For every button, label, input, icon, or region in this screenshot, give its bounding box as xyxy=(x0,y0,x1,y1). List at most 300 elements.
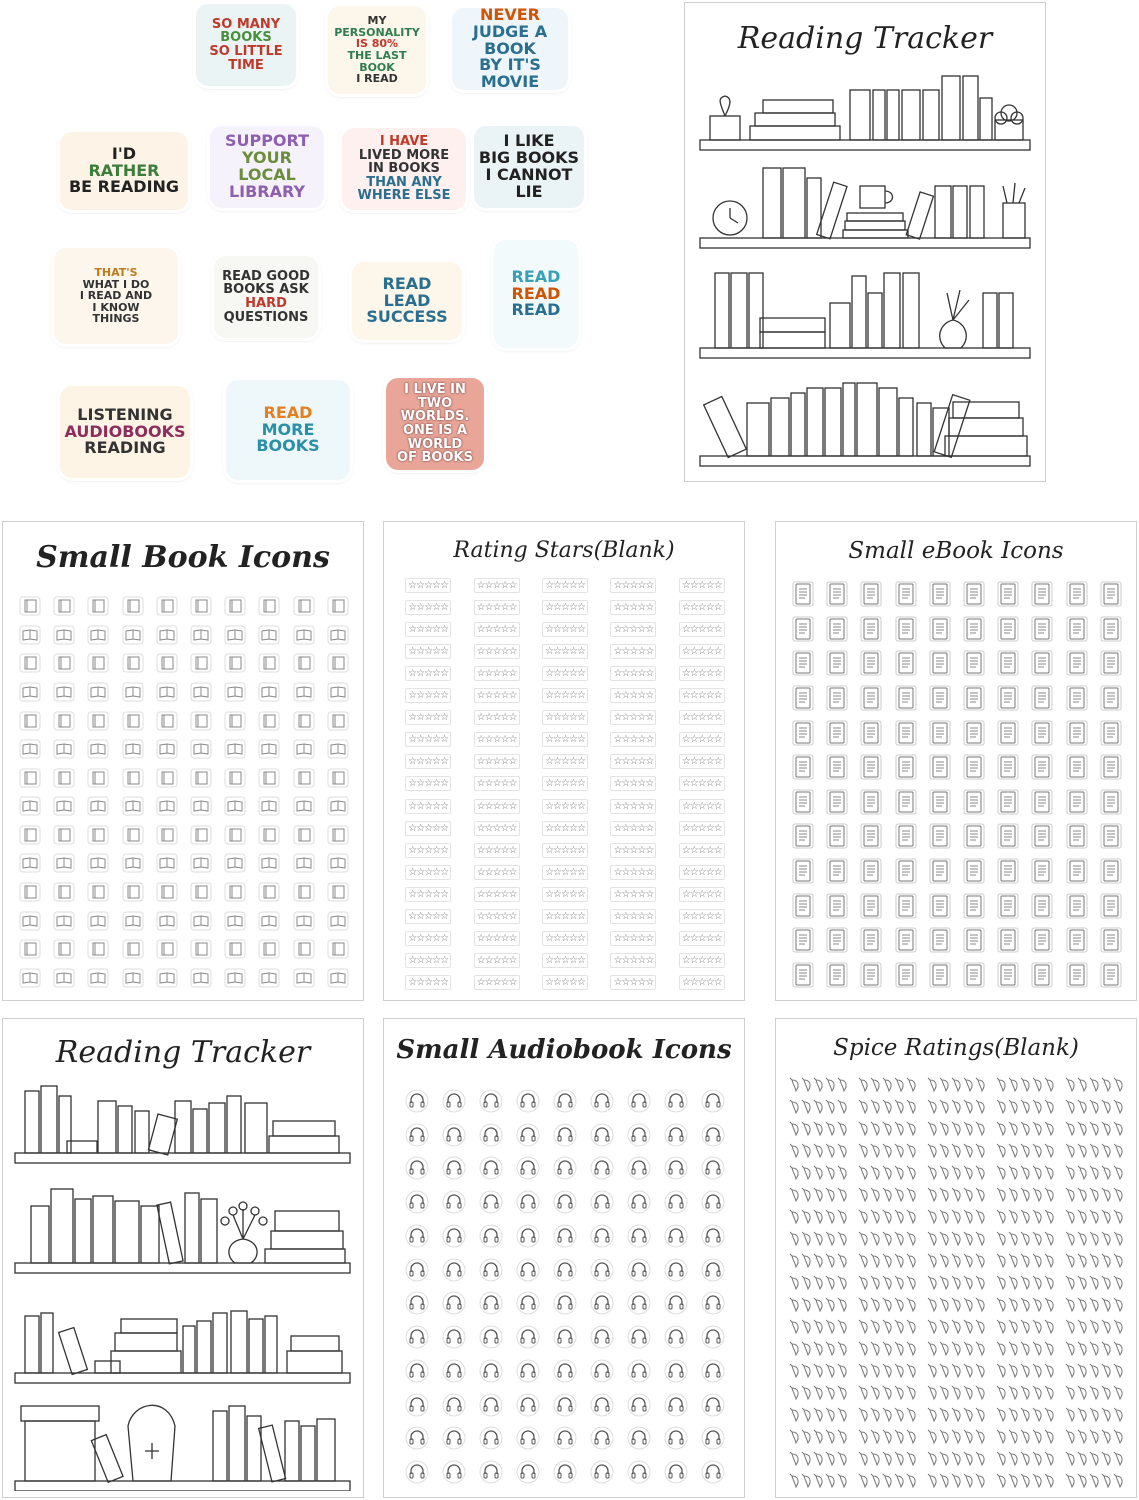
closed-book-icon xyxy=(53,882,75,902)
headphones-icon xyxy=(590,1156,614,1180)
blank-pepper-rating xyxy=(995,1341,1057,1357)
grid-cell xyxy=(786,577,820,612)
grid-cell xyxy=(1094,854,1128,889)
headphones-icon xyxy=(590,1291,614,1315)
ebook-icon-grid xyxy=(786,577,1128,992)
ereader-icon xyxy=(792,616,814,642)
grid-cell xyxy=(922,1250,991,1272)
grid-cell xyxy=(583,1388,620,1422)
grid-cell xyxy=(889,750,923,785)
grid-cell xyxy=(957,681,991,716)
sticker-text-line: READ xyxy=(382,273,432,293)
grid-cell xyxy=(599,795,667,817)
sticker-text-line: I READ xyxy=(356,72,398,86)
blank-star-rating: ☆☆☆☆☆ xyxy=(474,732,520,747)
ereader-icon xyxy=(1066,858,1088,884)
grid-cell xyxy=(922,1360,991,1382)
grid-cell xyxy=(399,1422,436,1456)
sticker-5 xyxy=(342,128,466,210)
closed-book-icon xyxy=(190,825,212,845)
ereader-icon xyxy=(1031,616,1053,642)
grid-cell xyxy=(786,923,820,958)
blank-star-rating: ☆☆☆☆☆ xyxy=(542,799,588,814)
grid-cell xyxy=(1025,957,1059,992)
blank-star-rating: ☆☆☆☆☆ xyxy=(405,931,451,946)
grid-cell xyxy=(991,957,1025,992)
closed-book-icon xyxy=(19,825,41,845)
blank-star-rating: ☆☆☆☆☆ xyxy=(542,887,588,902)
grid-cell xyxy=(599,729,667,751)
headphones-icon xyxy=(627,1393,651,1417)
grid-cell xyxy=(473,1253,510,1287)
grid-cell xyxy=(853,1360,922,1382)
ereader-icon xyxy=(1031,754,1053,780)
grid-cell xyxy=(922,1096,991,1118)
grid-cell xyxy=(81,849,115,878)
blank-pepper-rating xyxy=(1064,1209,1126,1225)
grid-cell xyxy=(184,735,218,764)
ereader-icon xyxy=(895,685,917,711)
grid-cell xyxy=(1061,1184,1130,1206)
grid-cell xyxy=(786,854,820,889)
closed-book-icon xyxy=(122,711,144,731)
closed-book-icon xyxy=(258,711,280,731)
grid-cell xyxy=(1060,888,1094,923)
grid-cell xyxy=(599,906,667,928)
sticker-text-line: I LIKE xyxy=(503,131,555,151)
grid-cell xyxy=(462,729,530,751)
open-book-icon xyxy=(19,625,41,645)
blank-pepper-rating xyxy=(995,1297,1057,1313)
grid-cell xyxy=(321,621,355,650)
headphones-icon xyxy=(442,1359,466,1383)
grid-cell xyxy=(252,649,286,678)
grid-cell xyxy=(394,707,462,729)
blank-pepper-rating xyxy=(926,1319,988,1335)
grid-cell xyxy=(657,1084,694,1118)
blank-pepper-rating xyxy=(926,1077,988,1093)
grid-cell xyxy=(1060,646,1094,681)
headphones-icon xyxy=(664,1325,688,1349)
grid-cell xyxy=(47,735,81,764)
grid-cell xyxy=(1060,819,1094,854)
open-book-icon xyxy=(53,739,75,759)
closed-book-icon xyxy=(19,939,41,959)
grid-cell xyxy=(462,618,530,640)
grid-cell xyxy=(462,795,530,817)
grid-cell xyxy=(510,1185,547,1219)
grid-cell xyxy=(394,795,462,817)
ereader-icon xyxy=(895,927,917,953)
grid-cell xyxy=(668,817,736,839)
sticker-text-line: I LIVE IN xyxy=(404,382,466,398)
blank-star-rating: ☆☆☆☆☆ xyxy=(542,776,588,791)
closed-book-icon xyxy=(122,825,144,845)
grid-cell xyxy=(116,621,150,650)
open-book-icon xyxy=(53,796,75,816)
grid-cell xyxy=(599,618,667,640)
ereader-icon xyxy=(826,789,848,815)
blank-pepper-rating xyxy=(926,1473,988,1489)
grid-cell xyxy=(321,792,355,821)
open-book-icon xyxy=(87,625,109,645)
closed-book-icon xyxy=(327,825,349,845)
grid-cell xyxy=(1025,646,1059,681)
grid-cell xyxy=(853,1250,922,1272)
ereader-icon xyxy=(963,962,985,988)
open-book-icon xyxy=(122,911,144,931)
sticker-9 xyxy=(352,262,462,340)
grid-cell xyxy=(786,888,820,923)
grid-cell xyxy=(184,878,218,907)
ereader-icon xyxy=(1066,823,1088,849)
grid-cell xyxy=(510,1388,547,1422)
grid-cell xyxy=(531,662,599,684)
blank-star-rating: ☆☆☆☆☆ xyxy=(679,754,725,769)
grid-cell xyxy=(922,1316,991,1338)
blank-pepper-rating xyxy=(1064,1319,1126,1335)
grid-cell xyxy=(547,1118,584,1152)
ereader-icon xyxy=(929,616,951,642)
ereader-icon xyxy=(1100,962,1122,988)
blank-pepper-rating xyxy=(995,1319,1057,1335)
blank-star-rating: ☆☆☆☆☆ xyxy=(474,644,520,659)
grid-cell xyxy=(668,950,736,972)
ereader-icon xyxy=(929,650,951,676)
grid-cell xyxy=(694,1354,731,1388)
closed-book-icon xyxy=(53,596,75,616)
ereader-icon xyxy=(963,893,985,919)
grid-cell xyxy=(462,640,530,662)
blank-star-rating: ☆☆☆☆☆ xyxy=(474,666,520,681)
grid-cell xyxy=(668,618,736,640)
sticker-8 xyxy=(214,256,318,338)
grid-cell xyxy=(922,1448,991,1470)
grid-cell xyxy=(820,612,854,647)
open-book-icon xyxy=(156,682,178,702)
blank-pepper-rating xyxy=(857,1143,919,1159)
grid-cell xyxy=(47,906,81,935)
headphones-icon xyxy=(442,1460,466,1484)
closed-book-icon xyxy=(224,882,246,902)
closed-book-icon xyxy=(224,825,246,845)
grid-cell xyxy=(462,839,530,861)
sticker-text-line: LISTENING xyxy=(77,404,173,424)
grid-cell xyxy=(473,1185,510,1219)
ereader-icon xyxy=(1031,858,1053,884)
grid-cell xyxy=(992,1250,1061,1272)
grid-cell xyxy=(287,792,321,821)
closed-book-icon xyxy=(293,768,315,788)
blank-pepper-rating xyxy=(857,1319,919,1335)
grid-cell xyxy=(889,854,923,889)
ereader-icon xyxy=(1100,823,1122,849)
grid-cell xyxy=(923,681,957,716)
closed-book-icon xyxy=(190,596,212,616)
ereader-icon xyxy=(997,685,1019,711)
grid-cell xyxy=(957,888,991,923)
blank-pepper-rating xyxy=(788,1143,850,1159)
grid-cell xyxy=(991,750,1025,785)
grid-cell xyxy=(784,1448,853,1470)
grid-cell xyxy=(436,1084,473,1118)
blank-pepper-rating xyxy=(1064,1429,1126,1445)
grid-cell xyxy=(116,906,150,935)
grid-cell xyxy=(1061,1448,1130,1470)
ereader-icon xyxy=(997,650,1019,676)
blank-star-rating: ☆☆☆☆☆ xyxy=(542,754,588,769)
ereader-icon xyxy=(1100,650,1122,676)
ereader-icon xyxy=(792,858,814,884)
ereader-icon xyxy=(963,650,985,676)
grid-cell xyxy=(321,735,355,764)
grid-cell xyxy=(47,935,81,964)
blank-star-rating: ☆☆☆☆☆ xyxy=(679,843,725,858)
ereader-icon xyxy=(1066,616,1088,642)
headphones-icon xyxy=(442,1291,466,1315)
headphones-icon xyxy=(516,1089,540,1113)
grid-cell xyxy=(854,750,888,785)
grid-cell xyxy=(394,972,462,994)
ereader-icon xyxy=(792,927,814,953)
grid-cell xyxy=(854,715,888,750)
headphones-icon xyxy=(627,1325,651,1349)
headphones-icon xyxy=(442,1156,466,1180)
grid-cell xyxy=(47,849,81,878)
grid-cell xyxy=(462,751,530,773)
grid-cell xyxy=(321,592,355,621)
grid-cell xyxy=(1094,646,1128,681)
grid-cell xyxy=(694,1118,731,1152)
headphones-icon xyxy=(590,1359,614,1383)
sticker-text-line: I KNOW xyxy=(92,300,140,314)
grid-cell xyxy=(1025,577,1059,612)
grid-cell xyxy=(116,878,150,907)
blank-star-rating: ☆☆☆☆☆ xyxy=(679,732,725,747)
grid-cell xyxy=(547,1185,584,1219)
blank-pepper-rating xyxy=(926,1209,988,1225)
grid-cell xyxy=(922,1206,991,1228)
grid-cell xyxy=(81,906,115,935)
grid-cell xyxy=(547,1354,584,1388)
grid-cell xyxy=(668,685,736,707)
grid-cell xyxy=(820,577,854,612)
grid-cell xyxy=(13,735,47,764)
grid-cell xyxy=(150,706,184,735)
grid-cell xyxy=(287,821,321,850)
blank-star-rating: ☆☆☆☆☆ xyxy=(474,688,520,703)
headphones-icon xyxy=(479,1156,503,1180)
ereader-icon xyxy=(929,823,951,849)
grid-cell xyxy=(889,715,923,750)
blank-star-rating: ☆☆☆☆☆ xyxy=(610,600,656,615)
blank-star-rating: ☆☆☆☆☆ xyxy=(610,953,656,968)
grid-cell xyxy=(252,878,286,907)
grid-cell xyxy=(394,928,462,950)
blank-pepper-rating xyxy=(926,1121,988,1137)
grid-cell xyxy=(1061,1272,1130,1294)
sticker-text-line: QUESTIONS xyxy=(223,309,309,325)
blank-star-rating: ☆☆☆☆☆ xyxy=(679,931,725,946)
grid-cell xyxy=(668,574,736,596)
headphones-icon xyxy=(664,1258,688,1282)
grid-cell xyxy=(853,1470,922,1492)
grid-cell xyxy=(1094,888,1128,923)
open-book-icon xyxy=(258,682,280,702)
blank-pepper-rating xyxy=(926,1385,988,1401)
ereader-icon xyxy=(997,616,1019,642)
grid-cell xyxy=(47,706,81,735)
blank-pepper-rating xyxy=(857,1077,919,1093)
open-book-icon xyxy=(258,739,280,759)
blank-star-rating: ☆☆☆☆☆ xyxy=(610,975,656,990)
ereader-icon xyxy=(997,858,1019,884)
grid-cell xyxy=(1025,784,1059,819)
headphones-icon xyxy=(664,1393,688,1417)
grid-cell xyxy=(1094,784,1128,819)
open-book-icon xyxy=(293,682,315,702)
grid-cell xyxy=(531,729,599,751)
grid-cell xyxy=(668,729,736,751)
blank-pepper-rating xyxy=(926,1099,988,1115)
grid-cell xyxy=(13,649,47,678)
headphones-icon xyxy=(442,1426,466,1450)
blank-star-rating: ☆☆☆☆☆ xyxy=(679,600,725,615)
open-book-icon xyxy=(87,853,109,873)
blank-pepper-rating xyxy=(1064,1121,1126,1137)
grid-cell xyxy=(116,706,150,735)
headphones-icon xyxy=(701,1258,725,1282)
grid-cell xyxy=(657,1422,694,1456)
headphones-icon xyxy=(553,1156,577,1180)
blank-star-rating: ☆☆☆☆☆ xyxy=(610,578,656,593)
headphones-icon xyxy=(590,1258,614,1282)
grid-cell xyxy=(1061,1470,1130,1492)
grid-cell xyxy=(957,784,991,819)
grid-cell xyxy=(116,735,150,764)
headphones-icon xyxy=(405,1426,429,1450)
ereader-icon xyxy=(860,858,882,884)
grid-cell xyxy=(784,1250,853,1272)
headphones-icon xyxy=(479,1258,503,1282)
grid-cell xyxy=(462,773,530,795)
grid-cell xyxy=(583,1455,620,1489)
blank-pepper-rating xyxy=(995,1385,1057,1401)
ereader-icon xyxy=(929,858,951,884)
blank-pepper-rating xyxy=(1064,1253,1126,1269)
headphones-icon xyxy=(553,1460,577,1484)
closed-book-icon xyxy=(122,653,144,673)
blank-star-rating: ☆☆☆☆☆ xyxy=(474,887,520,902)
blank-pepper-rating xyxy=(1064,1363,1126,1379)
blank-pepper-rating xyxy=(788,1341,850,1357)
book-icon-grid xyxy=(13,592,355,992)
headphones-icon xyxy=(701,1291,725,1315)
grid-cell xyxy=(287,678,321,707)
sticker-7 xyxy=(54,248,178,344)
grid-cell xyxy=(784,1470,853,1492)
ereader-icon xyxy=(826,581,848,607)
ereader-icon xyxy=(895,823,917,849)
blank-star-rating: ☆☆☆☆☆ xyxy=(542,975,588,990)
grid-cell xyxy=(853,1272,922,1294)
grid-cell xyxy=(657,1287,694,1321)
grid-cell xyxy=(992,1074,1061,1096)
blank-star-rating: ☆☆☆☆☆ xyxy=(610,710,656,725)
blank-pepper-rating xyxy=(995,1363,1057,1379)
grid-cell xyxy=(820,957,854,992)
grid-cell xyxy=(1060,681,1094,716)
grid-cell xyxy=(116,792,150,821)
grid-cell xyxy=(992,1162,1061,1184)
blank-pepper-rating xyxy=(788,1429,850,1445)
grid-cell xyxy=(957,750,991,785)
grid-cell xyxy=(1061,1404,1130,1426)
grid-cell xyxy=(583,1354,620,1388)
blank-pepper-rating xyxy=(1064,1297,1126,1313)
grid-cell xyxy=(47,592,81,621)
grid-cell xyxy=(462,817,530,839)
closed-book-icon xyxy=(156,653,178,673)
closed-book-icon xyxy=(224,653,246,673)
grid-cell xyxy=(668,906,736,928)
grid-cell xyxy=(436,1422,473,1456)
headphones-icon xyxy=(553,1258,577,1282)
blank-pepper-rating xyxy=(857,1429,919,1445)
grid-cell xyxy=(923,646,957,681)
ereader-icon xyxy=(860,754,882,780)
grid-cell xyxy=(547,1388,584,1422)
closed-book-icon xyxy=(293,882,315,902)
ereader-icon xyxy=(1066,893,1088,919)
grid-cell xyxy=(923,715,957,750)
grid-cell xyxy=(510,1354,547,1388)
grid-cell xyxy=(150,935,184,964)
sheet-title: Spice Ratings(Blank) xyxy=(833,1035,1079,1061)
grid-cell xyxy=(657,1219,694,1253)
grid-cell xyxy=(81,649,115,678)
closed-book-icon xyxy=(293,653,315,673)
headphones-icon xyxy=(516,1190,540,1214)
ereader-icon xyxy=(1066,927,1088,953)
grid-cell xyxy=(252,849,286,878)
grid-cell xyxy=(321,906,355,935)
headphones-icon xyxy=(405,1089,429,1113)
sticker-text-line: READ xyxy=(511,300,561,320)
grid-cell xyxy=(13,935,47,964)
grid-cell xyxy=(1061,1118,1130,1140)
open-book-icon xyxy=(122,796,144,816)
grid-cell xyxy=(13,678,47,707)
grid-cell xyxy=(657,1253,694,1287)
open-book-icon xyxy=(224,682,246,702)
open-book-icon xyxy=(87,968,109,988)
grid-cell xyxy=(394,640,462,662)
grid-cell xyxy=(531,795,599,817)
blank-pepper-rating xyxy=(857,1407,919,1423)
grid-cell xyxy=(1061,1140,1130,1162)
small-audiobook-icons-sheet xyxy=(383,1018,745,1498)
audiobook-icon-grid xyxy=(399,1084,731,1489)
grid-cell xyxy=(599,707,667,729)
grid-cell xyxy=(668,839,736,861)
sticker-text-line: THE LAST BOOK xyxy=(347,49,407,74)
headphones-icon xyxy=(664,1123,688,1147)
blank-star-rating: ☆☆☆☆☆ xyxy=(679,821,725,836)
grid-cell xyxy=(620,1354,657,1388)
headphones-icon xyxy=(553,1089,577,1113)
blank-pepper-rating xyxy=(995,1099,1057,1115)
